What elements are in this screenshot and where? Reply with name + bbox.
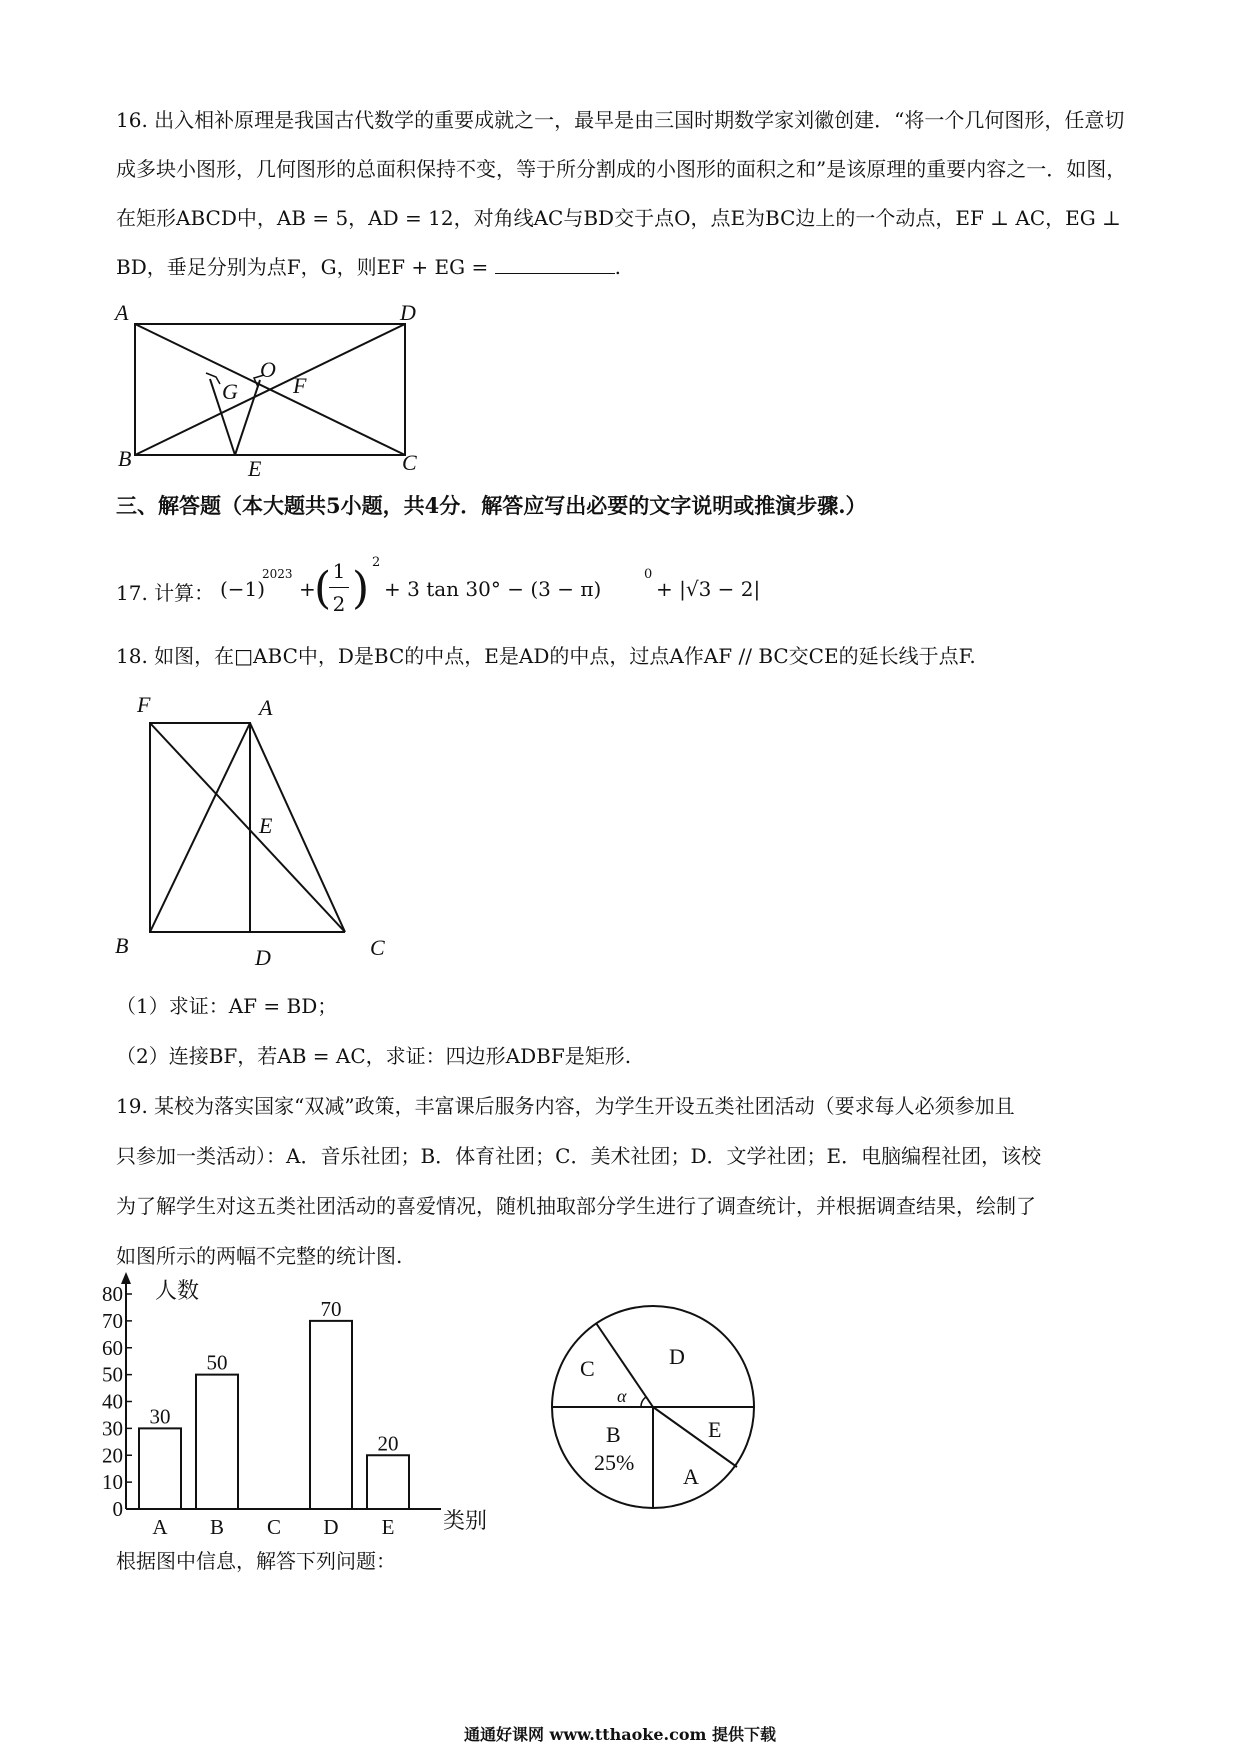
x-tick-label-D: D	[323, 1515, 339, 1539]
label-E: E	[248, 456, 262, 481]
q17-exp-2023: 2023	[262, 567, 293, 581]
q17-frac-den: 2	[332, 592, 346, 616]
page-footer: 通通好课网 www.tthaoke.com 提供下载	[463, 1725, 777, 1744]
pie-label-C: C	[580, 1356, 595, 1381]
pie-label-alpha: α	[617, 1386, 627, 1406]
q16-end: .	[614, 255, 621, 279]
question-16	[116, 96, 1128, 292]
label-F: F	[293, 373, 307, 398]
x-tick-label-E: E	[381, 1515, 395, 1539]
bar-value-label-A: 30	[149, 1404, 171, 1429]
pie-label-A: A	[683, 1464, 699, 1489]
pie-label-B: B	[606, 1422, 621, 1447]
label-O: O	[260, 357, 276, 382]
x-tick-label-B: B	[209, 1515, 225, 1539]
label-B: B	[115, 933, 129, 958]
bar-value-label-E: 20	[377, 1431, 399, 1456]
section-3-heading: 三、解答题（本大题共5小题，共4分．解答应写出必要的文字说明或推演步骤.）	[116, 493, 867, 518]
bar-value-label-B: 50	[206, 1350, 228, 1375]
q17-middle: + 3 tan 30° − (3 − π)	[384, 577, 602, 601]
label-C: C	[370, 935, 385, 960]
y-tick-label: 50	[102, 1362, 123, 1387]
q19-line-3: 为了解学生对这五类社团活动的喜爱情况，随机抽取部分学生进行了调查统计，并根据调查结果，绘制了	[116, 1194, 1036, 1218]
label-G: G	[222, 379, 238, 404]
q17-exp-2: 2	[372, 555, 381, 570]
label-D: D	[400, 300, 416, 325]
y-tick-label: 40	[102, 1389, 123, 1414]
q19-prompt: 根据图中信息，解答下列问题：	[116, 1549, 396, 1573]
label-D: D	[255, 945, 271, 970]
y-axis-label: 人数	[155, 1278, 200, 1303]
bar-E	[367, 1455, 409, 1509]
pie-chart	[548, 1302, 758, 1512]
q17-prefix: 17. 计算：	[116, 581, 215, 605]
bar-chart	[102, 1268, 505, 1540]
label-F: F	[137, 692, 151, 717]
q17-exp-0: 0	[644, 567, 653, 582]
pie-label-D: D	[669, 1344, 685, 1369]
figure-18-quadrilateral	[105, 685, 405, 975]
q17-frac-num: 1	[332, 559, 346, 583]
label-A: A	[115, 300, 129, 325]
q17-tail: + |√3 − 2|	[656, 577, 761, 601]
y-tick-label: 30	[102, 1416, 123, 1441]
y-tick-label: 70	[102, 1308, 123, 1333]
answer-blank	[495, 255, 615, 274]
q19-line-2: 只参加一类活动）：A．音乐社团；B．体育社团；C．美术社团；D．文学社团；E．电脑编程社团，该校	[116, 1144, 1042, 1168]
bar-value-label-D: 70	[320, 1296, 342, 1321]
figure-16-rectangle	[110, 296, 430, 481]
question-18: 18. 如图，在□ABC中，D是BC的中点，E是AD的中点，过点A作AF // BC交CE的延长线于点F.	[116, 644, 976, 668]
q18-part-2: （2）连接BF，若AB = AC，求证：四边形ADBF是矩形.	[116, 1044, 632, 1068]
pie-label-B-percent: 25%	[594, 1450, 635, 1475]
pie-label-E: E	[708, 1417, 722, 1442]
x-tick-label-C: C	[266, 1515, 282, 1539]
y-tick-label: 0	[112, 1497, 123, 1521]
y-tick-label: 10	[102, 1470, 123, 1495]
y-tick-label: 20	[102, 1443, 123, 1468]
x-tick-label-A: A	[152, 1515, 168, 1539]
label-A: A	[259, 695, 273, 720]
bar-D	[310, 1321, 352, 1509]
y-tick-label: 80	[102, 1282, 123, 1306]
label-B: B	[118, 446, 132, 471]
y-tick-label: 60	[102, 1335, 123, 1360]
label-C: C	[402, 450, 417, 475]
bar-A	[139, 1428, 181, 1509]
x-axis-label: 类别	[443, 1508, 488, 1533]
q19-line-1: 19. 某校为落实国家“双减”政策，丰富课后服务内容，为学生开设五类社团活动（要求每人必须参加且	[116, 1094, 1015, 1118]
bar-B	[196, 1375, 238, 1509]
label-E: E	[259, 813, 273, 838]
q16-text: 16. 出入相补原理是我国古代数学的重要成就之一，最早是由三国时期数学家刘徽创建．“将一个几何图形，任意切成多块小图形，几何图形的总面积保持不变，等于所分割成的小图形的面积之和”是该原理的重要内容之一．如图，在矩形ABCD中，AB = 5，AD = 12，对角线AC与BD交于点O，点E为BC边上的一个动点，EF ⊥ AC，EG ⊥ BD，垂足分别为点F，G，则EF + EG =	[116, 108, 1127, 279]
q18-part-1: （1）求证：AF = BD；	[116, 994, 338, 1018]
q19-line-4: 如图所示的两幅不完整的统计图.	[116, 1244, 403, 1268]
